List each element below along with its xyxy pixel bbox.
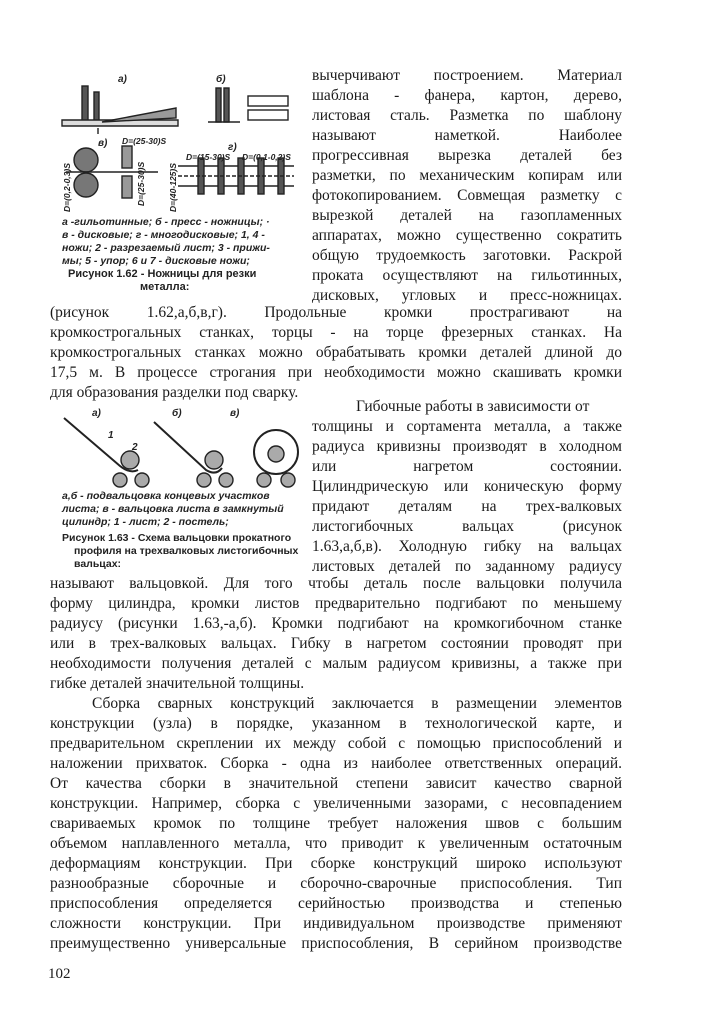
fig163-legend-line: листа; в - вальцовка листа в замкнутый bbox=[62, 503, 284, 515]
text-line: аппаратах, можно существенно сократить bbox=[312, 227, 622, 244]
text-line: или в трех-валковых вальцах. Гибку в нагретом состоянии проводят при bbox=[50, 635, 622, 652]
text-line: форму цилиндра, кромки листов предварительно подгибают по меньшему bbox=[50, 595, 622, 612]
text-line: общую трудоемкость заготовки. Раскрой bbox=[312, 247, 622, 264]
text-line: Цилиндрическую или коническую форму bbox=[312, 478, 622, 495]
text-line: предварительном скреплении их между собой с помощью приспособлений и bbox=[50, 735, 622, 752]
text-line: конструкции (узла) в порядке, указанном в технологической карте, и bbox=[50, 715, 622, 732]
text-line: вычерчивают построением. Материал bbox=[312, 67, 622, 84]
fig162-dim-b1: D=(0,2-0,3)S bbox=[62, 163, 72, 212]
text-line: или нагретом состоянии. bbox=[312, 458, 622, 475]
fig162-label-a: а) bbox=[118, 74, 127, 85]
text-line: шаблона - фанера, картон, дерево, bbox=[312, 87, 622, 104]
fig162-legend-line: ножи; 2 - разрезаемый лист; 3 - прижи- bbox=[62, 242, 270, 254]
text-line: разметки, по механическим копирам или bbox=[312, 167, 622, 184]
text-line: фотокопированием. Совмещая разметку с bbox=[312, 187, 622, 204]
text-line: прогрессивная вырезка деталей без bbox=[312, 147, 622, 164]
fig162-legend-line: мы; 5 - упор; 6 и 7 - дисковые ножи; bbox=[62, 255, 250, 267]
text-line: деформациям конструкции. При сборке конструкций широко используют bbox=[50, 855, 622, 872]
figure-1-62 bbox=[58, 72, 298, 293]
text-line: придают деталям на трех-валковых bbox=[312, 498, 622, 515]
text-line: Гибочные работы в зависимости от bbox=[356, 398, 590, 415]
text-line: приспособления определяется серийностью производства и степенью bbox=[50, 895, 622, 912]
text-line: радиусу (рисунки 1.63,-а,б). Кромки подгибают на кромкогибочном станке bbox=[50, 615, 622, 632]
text-line: дисковых, угловых и пресс-ножницах. bbox=[312, 287, 622, 304]
fig162-label-g: г) bbox=[228, 142, 237, 153]
text-line: листовых деталей по заданному радиусу bbox=[312, 558, 622, 575]
fig163-legend-line: цилиндр; 1 - лист; 2 - постель; bbox=[62, 516, 229, 528]
rolling-diagram bbox=[58, 404, 304, 490]
fig163-num-2: 2 bbox=[132, 442, 138, 453]
fig163-caption: профиля на трехвалковых листогибочных bbox=[74, 545, 299, 557]
fig162-dim-g1: D=(15-30)S bbox=[186, 152, 231, 162]
text-line: радиуса кривизны производят в холодном bbox=[312, 438, 622, 455]
text-line: необходимости получения деталей с малым радиусом кривизны, а также при bbox=[50, 655, 622, 672]
shears-diagram bbox=[58, 72, 298, 222]
page-number: 102 bbox=[48, 966, 71, 982]
text-line: листовая сталь. Разметка по шаблону bbox=[312, 107, 622, 124]
figure-1-63 bbox=[58, 404, 304, 570]
text-line: листогибочных вальцах (рисунок bbox=[312, 518, 622, 535]
fig163-num-1: 1 bbox=[108, 430, 114, 441]
text-line: кромкострогальных станках, торцы - на торце фрезерных станках. На bbox=[50, 324, 622, 341]
fig163-label-v: в) bbox=[230, 408, 240, 419]
fig162-label-b: б) bbox=[216, 74, 226, 85]
text-line: сложности конструкции. При индивидуальном производстве применяют bbox=[50, 915, 622, 932]
text-line: свариваемых кромок по толщине требует наложения швов с большим bbox=[50, 815, 622, 832]
fig163-caption: вальцах: bbox=[74, 558, 122, 570]
fig162-caption: металла: bbox=[140, 281, 190, 293]
text-line: наложении прихваток. Сборка - одна из наиболее ответственных операций. bbox=[50, 755, 622, 772]
text-line: (рисунок 1.62,а,б,в,г). Продольные кромки прострагивают на bbox=[50, 304, 622, 321]
text-line: проката осуществляют на гильотинных, bbox=[312, 267, 622, 284]
fig162-dim-g2: D=(0,1-0,2)S bbox=[242, 152, 291, 162]
fig163-label-a: а) bbox=[92, 408, 101, 419]
text-line: 1.63,а,б,в). Холодную гибку на вальцах bbox=[312, 538, 622, 555]
text-line: От качества сборки в значительной степени зависит качество сварной bbox=[50, 775, 622, 792]
text-line: вырезкой деталей на газопламенных bbox=[312, 207, 622, 224]
fig163-label-b: б) bbox=[172, 408, 182, 419]
text-line: преимущественно универсальные приспособления, В серийном производстве bbox=[50, 935, 622, 952]
text-line: конструкции. Например, сборка с увеличенными зазорами, с несовпадением bbox=[50, 795, 622, 812]
text-line: для образования разделки под сварку. bbox=[50, 384, 299, 401]
text-line: гибке деталей значительной толщины. bbox=[50, 675, 305, 692]
text-line: толщины и сортамента металла, а также bbox=[312, 418, 622, 435]
fig162-legend-line: в - дисковые; г - многодисковые; 1, 4 - bbox=[62, 229, 265, 241]
fig162-dim-a: D=(25-30)S bbox=[122, 136, 167, 146]
text-line: разнообразные сборочные и сборочно-сварочные приспособления. Тип bbox=[50, 875, 622, 892]
fig163-caption: Рисунок 1.63 - Схема вальцовки прокатного bbox=[62, 532, 292, 544]
fig163-legend-line: а,б - подвальцовка концевых участков bbox=[62, 490, 270, 502]
text-line: Сборка сварных конструкций заключается в размещении элементов bbox=[92, 695, 622, 712]
fig162-caption: Рисунок 1.62 - Ножницы для резки bbox=[68, 268, 257, 280]
fig162-label-v: в) bbox=[98, 138, 108, 149]
text-line: кромкострогальных станках можно обрабатывать кромки деталей длиной до bbox=[50, 344, 622, 361]
text-line: называют вальцовкой. Для того чтобы деталь после вальцовки получила bbox=[50, 575, 622, 592]
text-line: называют наметкой. Наиболее bbox=[312, 127, 622, 144]
text-line: 17,5 м. В процессе строгания при необходимости можно скашивать кромки bbox=[50, 364, 622, 381]
text-line: объемом наплавленного металла, что приводит к увеличенным остаточным bbox=[50, 835, 622, 852]
fig162-legend-line: а -гильотинные; б - пресс - ножницы; · bbox=[62, 216, 270, 228]
fig162-dim-b2: D=(25-30)S bbox=[136, 161, 146, 206]
fig162-dim-b3: D=(40-125)S bbox=[168, 163, 178, 212]
